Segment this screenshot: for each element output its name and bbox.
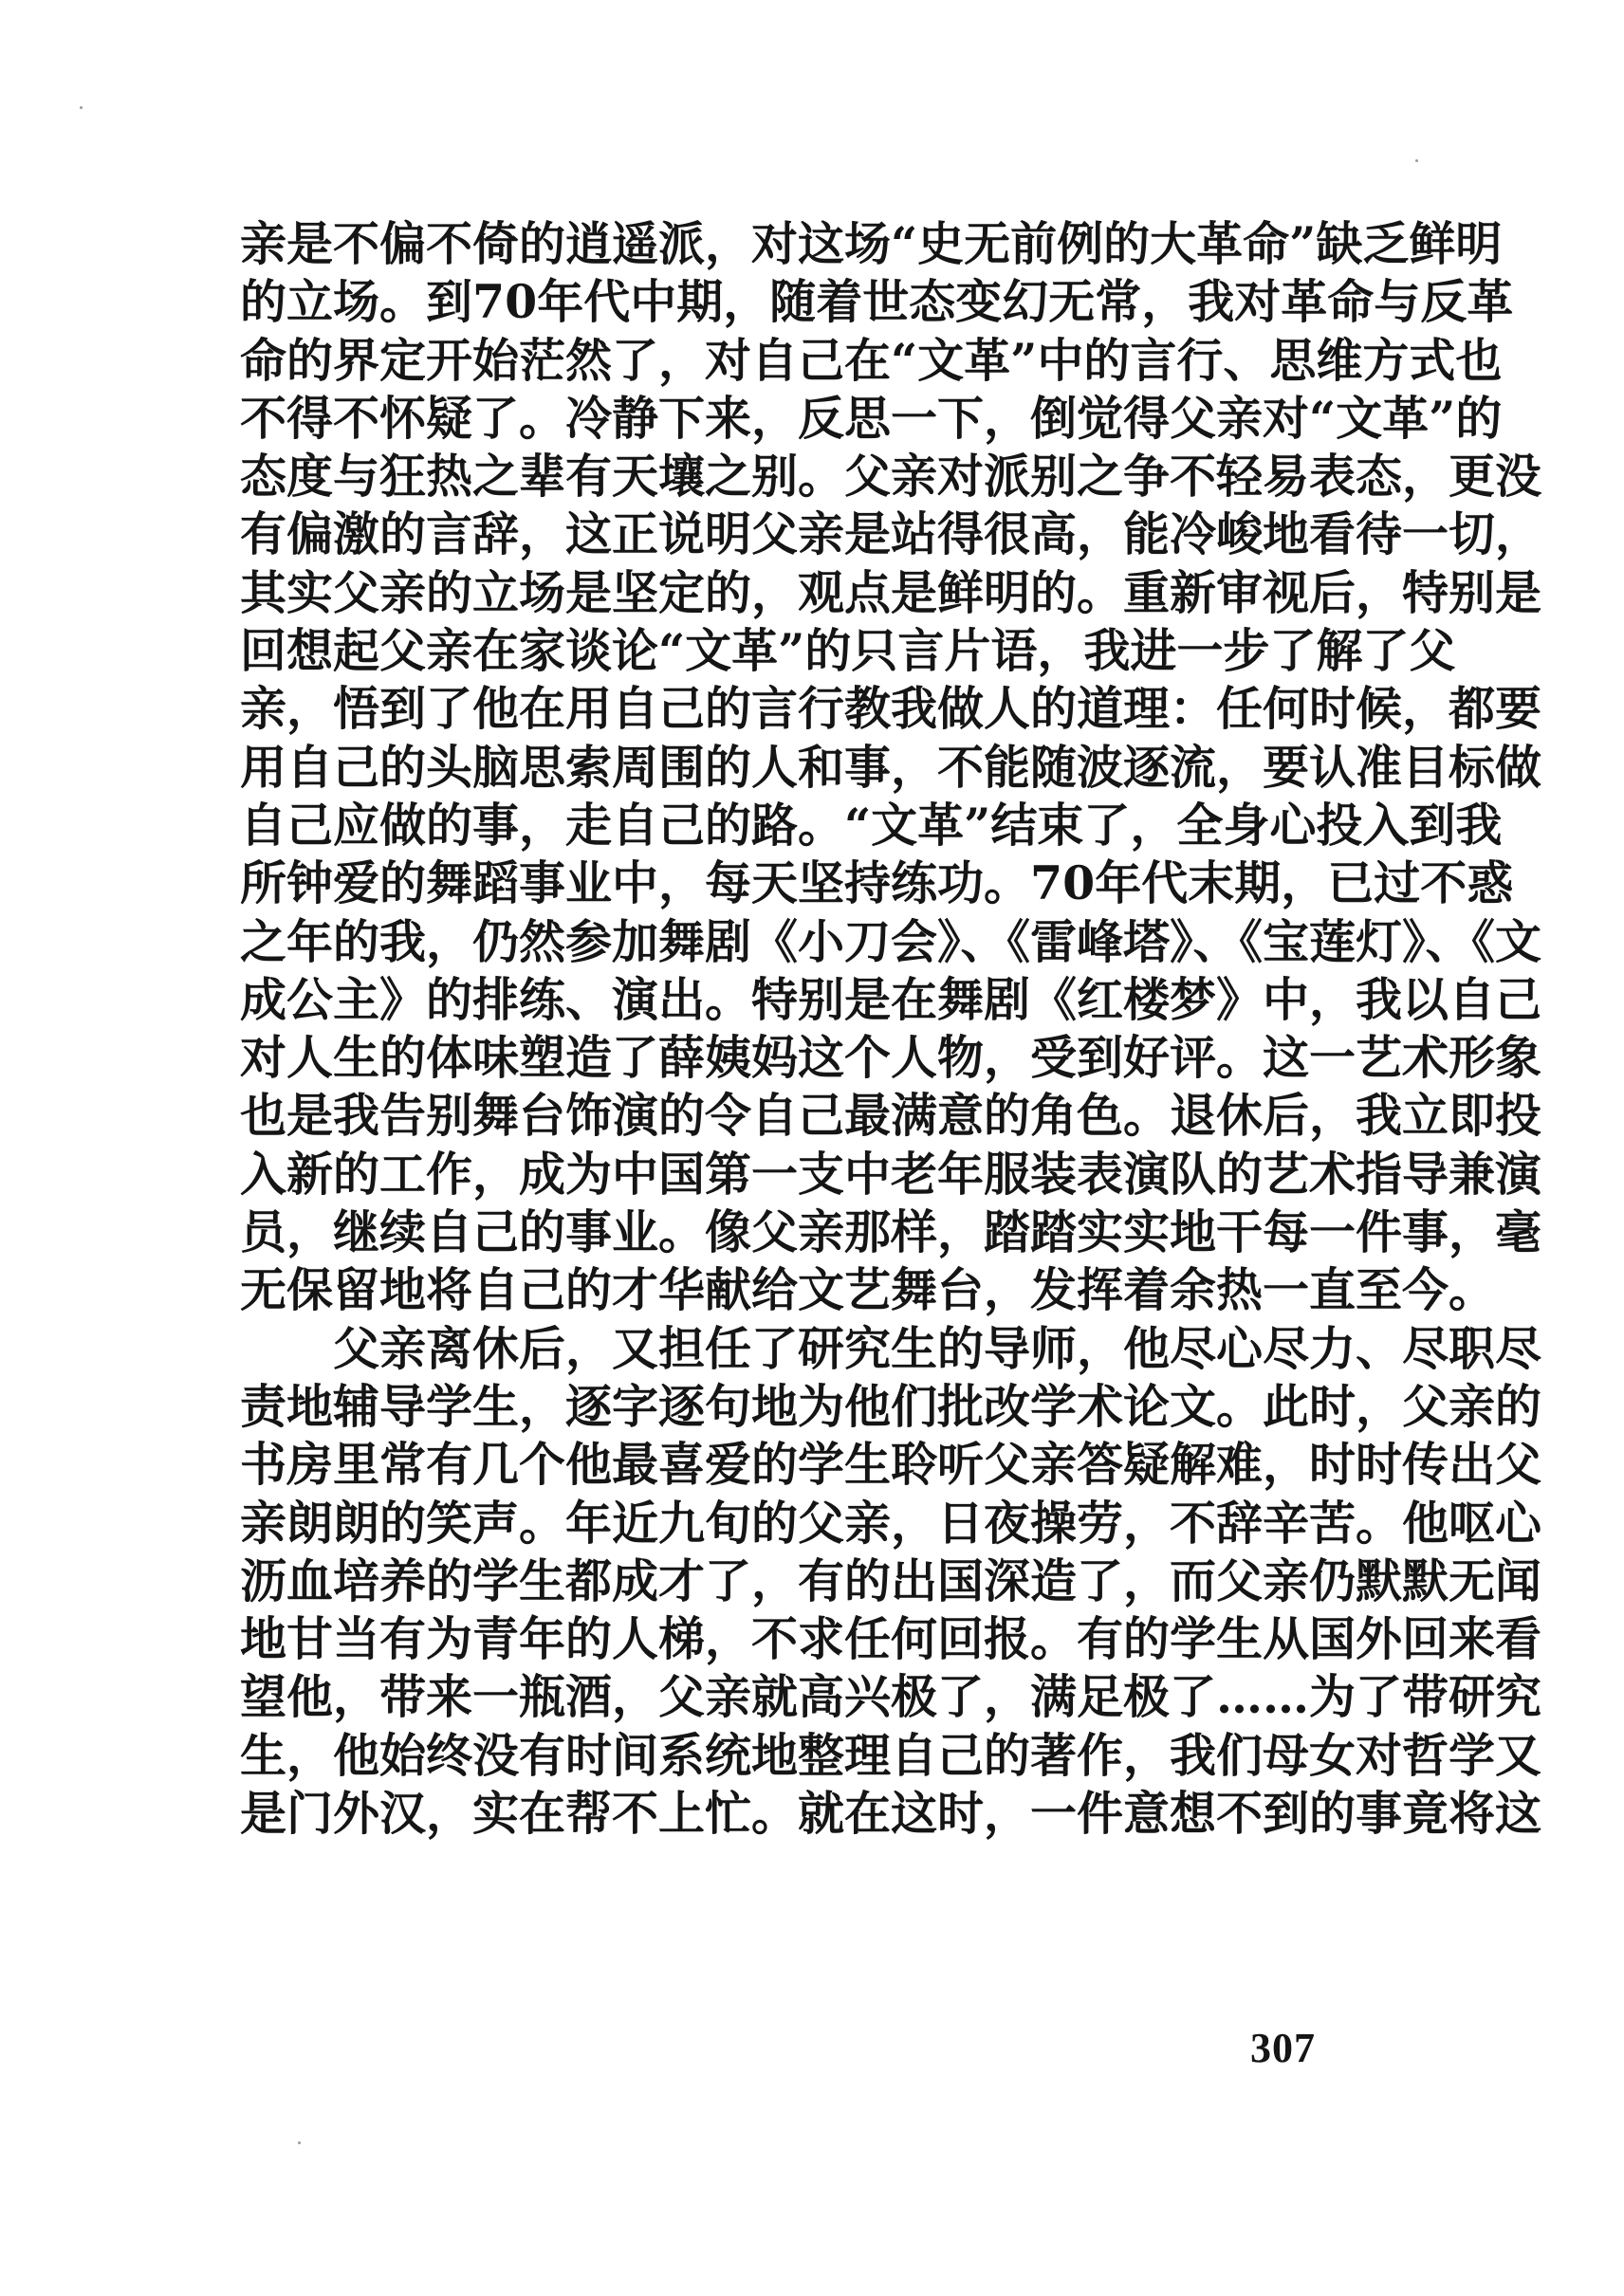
text-line: 沥血培养的学生都成才了，有的出国深造了，而父亲仍默默无闻 — [240, 1552, 1542, 1608]
paragraph-end-line: 无保留地将自己的才华献给文艺舞台，发挥着余热一直至今。 — [240, 1262, 1496, 1318]
text-line: 员，继续自己的事业。像父亲那样，踏踏实实地干每一件事，毫 — [240, 1204, 1542, 1260]
text-line: 用自己的头脑思索周围的人和事，不能随波逐流，要认准目标做 — [240, 739, 1542, 795]
text-line: 亲朗朗的笑声。年近九旬的父亲，日夜操劳，不辞辛苦。他呕心 — [240, 1495, 1542, 1551]
scan-speck — [298, 2141, 301, 2144]
text-line: 亲，悟到了他在用自己的言行教我做人的道理：任何时候，都要 — [240, 681, 1542, 737]
text-line: 的立场。到70年代中期，随着世态变幻无常，我对革命与反革 — [240, 274, 1514, 330]
scan-speck — [80, 106, 83, 109]
text-line: 其实父亲的立场是坚定的，观点是鲜明的。重新审视后，特别是 — [240, 564, 1542, 620]
text-line: 成公主》的排练、演出。特别是在舞剧《红楼梦》中，我以自己 — [240, 971, 1542, 1027]
paragraph-start-line: 父亲离休后，又担任了研究生的导师，他尽心尽力、尽职尽 — [333, 1320, 1542, 1376]
text-line: 亲是不偏不倚的逍遥派，对这场“史无前例的大革命”缺乏鲜明 — [240, 216, 1503, 271]
text-line: 望他，带来一瓶酒，父亲就高兴极了，满足极了……为了带研究 — [240, 1669, 1542, 1725]
text-line: 是门外汉，实在帮不上忙。就在这时，一件意想不到的事竟将这 — [240, 1786, 1542, 1842]
text-line: 不得不怀疑了。冷静下来，反思一下，倒觉得父亲对“文革”的 — [240, 390, 1503, 446]
text-line: 命的界定开始茫然了，对自己在“文革”中的言行、思维方式也 — [240, 332, 1503, 388]
page-number: 307 — [1250, 2025, 1316, 2071]
text-line: 责地辅导学生，逐字逐句地为他们批改学术论文。此时，父亲的 — [240, 1378, 1542, 1434]
text-line: 也是我告别舞台饰演的令自己最满意的角色。退休后，我立即投 — [240, 1088, 1542, 1144]
body-text — [240, 216, 1542, 1844]
text-line: 态度与狂热之辈有天壤之别。父亲对派别之争不轻易表态，更没 — [240, 449, 1542, 505]
text-line: 有偏激的言辞，这正说明父亲是站得很高，能冷峻地看待一切， — [240, 506, 1542, 562]
text-line: 入新的工作，成为中国第一支中老年服装表演队的艺术指导兼演 — [240, 1146, 1542, 1202]
text-line: 回想起父亲在家谈论“文革”的只言片语，我进一步了解了父 — [240, 623, 1456, 679]
text-line: 地甘当有为青年的人梯，不求任何回报。有的学生从国外回来看 — [240, 1611, 1542, 1667]
scan-speck — [1415, 159, 1418, 162]
text-line: 对人生的体味塑造了薛姨妈这个人物，受到好评。这一艺术形象 — [240, 1030, 1542, 1086]
text-line: 自己应做的事，走自己的路。“文革”结束了，全身心投入到我 — [240, 797, 1503, 853]
text-line: 书房里常有几个他最喜爱的学生聆听父亲答疑解难，时时传出父 — [240, 1437, 1542, 1493]
text-line: 之年的我，仍然参加舞剧《小刀会》、《雷峰塔》、《宝莲灯》、《文 — [240, 913, 1542, 969]
text-line: 所钟爱的舞蹈事业中，每天坚持练功。70年代末期，已过不惑 — [240, 855, 1514, 911]
text-line: 生，他始终没有时间系统地整理自己的著作，我们母女对哲学又 — [240, 1727, 1542, 1783]
